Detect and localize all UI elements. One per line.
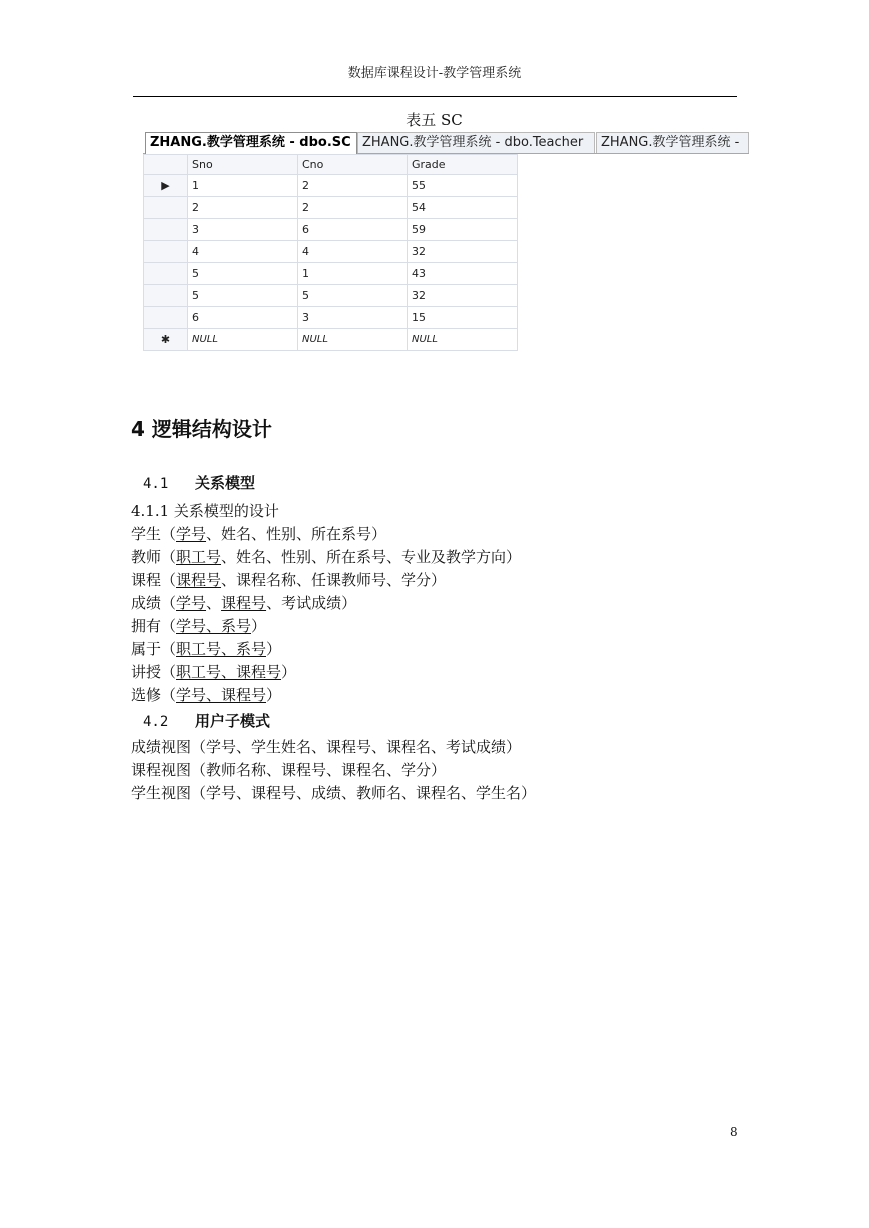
new-row[interactable] bbox=[144, 329, 518, 351]
cell-cno[interactable]: 1 bbox=[298, 263, 408, 285]
cell-grade[interactable]: 15 bbox=[408, 307, 518, 329]
cell-sno[interactable]: 5 bbox=[188, 263, 298, 285]
table-row[interactable] bbox=[144, 307, 518, 329]
subsection-title: 关系模型 bbox=[195, 474, 256, 492]
primary-key: 学号、课程号 bbox=[176, 686, 267, 704]
table-row[interactable] bbox=[144, 197, 518, 219]
row-header bbox=[144, 241, 188, 263]
relation-attributes: ） bbox=[266, 686, 282, 704]
page-header: 数据库课程设计-教学管理系统 bbox=[347, 66, 522, 81]
relation-line bbox=[131, 523, 386, 544]
primary-key: 学号 bbox=[176, 525, 207, 543]
cell-sno[interactable]: 1 bbox=[188, 175, 298, 197]
primary-key: 职工号、系号 bbox=[176, 640, 267, 658]
cell-sno-null[interactable]: NULL bbox=[188, 329, 298, 351]
subsection-number: 4.1 bbox=[143, 476, 169, 492]
relation-line bbox=[131, 592, 356, 613]
relation-attributes: ） bbox=[281, 663, 297, 681]
table-row[interactable] bbox=[144, 175, 518, 197]
cell-grade-null[interactable]: NULL bbox=[408, 329, 518, 351]
new-row-icon: ✱ bbox=[144, 329, 188, 351]
relation-line bbox=[131, 569, 446, 590]
grid-header-row bbox=[144, 155, 518, 175]
header-rule bbox=[133, 96, 737, 97]
relation-name: 成绩（ bbox=[131, 594, 177, 612]
cell-grade[interactable]: 32 bbox=[408, 285, 518, 307]
row-header bbox=[144, 263, 188, 285]
relation-name: 选修（ bbox=[131, 686, 177, 704]
subsection-title: 用户子模式 bbox=[195, 712, 271, 730]
cell-cno[interactable]: 2 bbox=[298, 175, 408, 197]
relation-attributes: ） bbox=[266, 640, 282, 658]
cell-cno[interactable]: 6 bbox=[298, 219, 408, 241]
row-header bbox=[144, 307, 188, 329]
view-line: 课程视图（教师名称、课程号、课程名、学分） bbox=[131, 761, 447, 779]
relation-line bbox=[131, 661, 296, 682]
relation-attributes: 、姓名、性别、所在系号、专业及教学方向） bbox=[221, 548, 522, 566]
column-header-sno[interactable]: Sno bbox=[188, 155, 298, 175]
view-line: 成绩视图（学号、学生姓名、课程号、课程名、考试成绩） bbox=[131, 738, 522, 756]
relation-name: 学生（ bbox=[131, 525, 177, 543]
cell-grade[interactable]: 54 bbox=[408, 197, 518, 219]
cell-sno[interactable]: 5 bbox=[188, 285, 298, 307]
cell-sno[interactable]: 3 bbox=[188, 219, 298, 241]
cell-sno[interactable]: 4 bbox=[188, 241, 298, 263]
row-header bbox=[144, 197, 188, 219]
cell-grade[interactable]: 55 bbox=[408, 175, 518, 197]
relation-line bbox=[131, 615, 266, 636]
relation-line bbox=[131, 546, 521, 567]
current-row-indicator: ▶ bbox=[144, 175, 188, 197]
relation-attributes: ） bbox=[251, 617, 267, 635]
table-row[interactable] bbox=[144, 241, 518, 263]
relation-name: 拥有（ bbox=[131, 617, 177, 635]
view-line: 学生视图（学号、课程号、成绩、教师名、课程名、学生名） bbox=[131, 784, 537, 802]
document-tabs bbox=[143, 132, 749, 154]
subsubsection-heading: 4.1.1 关系模型的设计 bbox=[131, 502, 279, 520]
relation-name: 属于（ bbox=[131, 640, 177, 658]
relation-name: 教师（ bbox=[131, 548, 177, 566]
column-header-grade[interactable]: Grade bbox=[408, 155, 518, 175]
cell-cno[interactable]: 2 bbox=[298, 197, 408, 219]
relation-attributes: 、考试成绩） bbox=[266, 594, 357, 612]
cell-cno[interactable]: 5 bbox=[298, 285, 408, 307]
subsection-heading-4-2 bbox=[143, 710, 270, 731]
relation-name: 讲授（ bbox=[131, 663, 177, 681]
table-row[interactable] bbox=[144, 285, 518, 307]
sql-grid-screenshot bbox=[143, 132, 749, 364]
page-number: 8 bbox=[730, 1125, 738, 1139]
table-row[interactable] bbox=[144, 219, 518, 241]
row-header bbox=[144, 285, 188, 307]
subsection-number: 4.2 bbox=[143, 714, 169, 730]
tab-third[interactable]: ZHANG.教学管理系统 - bbox=[596, 132, 749, 153]
relation-attributes: 、姓名、性别、所在系号） bbox=[206, 525, 387, 543]
table-row[interactable] bbox=[144, 263, 518, 285]
primary-key: 学号 bbox=[176, 594, 207, 612]
relation-line bbox=[131, 638, 281, 659]
column-header-cno[interactable]: Cno bbox=[298, 155, 408, 175]
cell-cno[interactable]: 3 bbox=[298, 307, 408, 329]
cell-cno-null[interactable]: NULL bbox=[298, 329, 408, 351]
cell-cno[interactable]: 4 bbox=[298, 241, 408, 263]
cell-grade[interactable]: 43 bbox=[408, 263, 518, 285]
row-header bbox=[144, 219, 188, 241]
tab-dbo-sc[interactable]: ZHANG.教学管理系统 - dbo.SC bbox=[145, 132, 357, 154]
cell-grade[interactable]: 32 bbox=[408, 241, 518, 263]
primary-key: 学号、系号 bbox=[176, 617, 252, 635]
cell-sno[interactable]: 2 bbox=[188, 197, 298, 219]
tab-dbo-teacher[interactable]: ZHANG.教学管理系统 - dbo.Teacher bbox=[357, 132, 595, 153]
cell-sno[interactable]: 6 bbox=[188, 307, 298, 329]
table-caption: 表五 SC bbox=[406, 111, 463, 129]
primary-key: 职工号 bbox=[176, 548, 222, 566]
primary-key: 课程号 bbox=[176, 571, 222, 589]
subsection-heading-4-1 bbox=[143, 472, 255, 493]
relation-line bbox=[131, 684, 281, 705]
primary-key: 职工号、课程号 bbox=[176, 663, 282, 681]
relation-name: 课程（ bbox=[131, 571, 177, 589]
cell-grade[interactable]: 59 bbox=[408, 219, 518, 241]
primary-key: 课程号 bbox=[221, 594, 267, 612]
section-heading: 4 逻辑结构设计 bbox=[131, 417, 272, 441]
key-separator: 、 bbox=[206, 594, 222, 612]
results-grid bbox=[143, 154, 518, 351]
relation-attributes: 、课程名称、任课教师号、学分） bbox=[221, 571, 447, 589]
row-header-corner bbox=[144, 155, 188, 175]
